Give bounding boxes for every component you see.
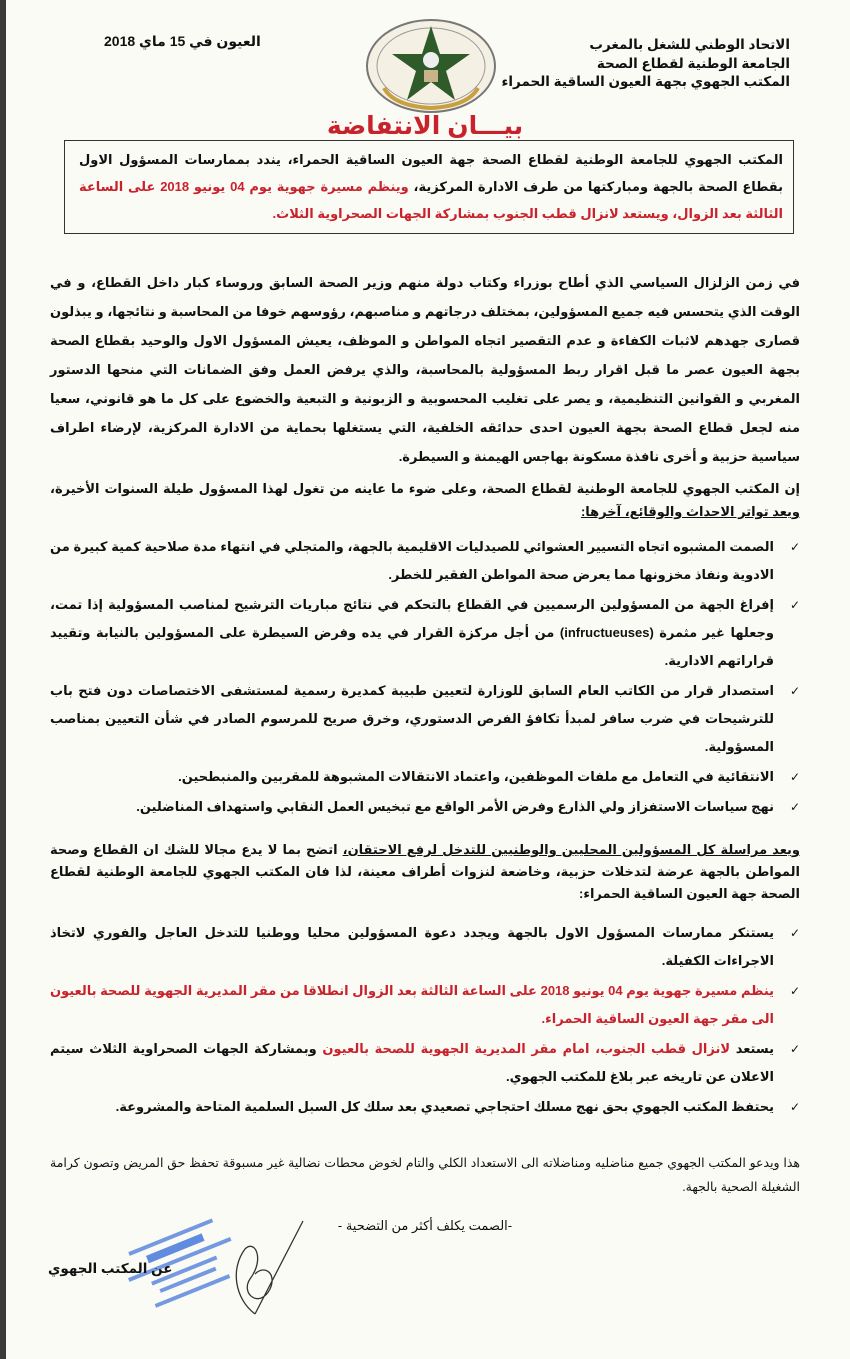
document-date: العيون في 15 ماي 2018 — [104, 33, 261, 49]
list-item — [50, 1035, 800, 1091]
check-icon: ✓ — [789, 984, 800, 998]
check-icon: ✓ — [789, 770, 800, 784]
signature-label: عن المكتب الجهوي — [48, 1261, 173, 1276]
paragraph-intro: في زمن الزلزال السياسي الذي أطاح بوزراء وكتاب دولة منهم وزير الصحة السابق وروساء كبار داخل القطاع، و في الوقت الذي يتحسس فيه جميع المسؤولين، بمختلف درجاتهم و مناصبهم، رؤوسهم خوفا من المحاسبة و نتائجها، و يبذلون قصارى جهدهم لاثبات الكفاءة و عدم التقصير اتجاه المواطن و الموظف، يعيش المسؤول الاول والوحيد بقطاع الصحة بجهة العيون عصر ما قبل اقرار ربط المسؤولية بالمحاسبة، والذي يرفض العمل وفق الضمانات التي منحها الدستور المغربي و القوانين التنظيمية، و يصر على تغليب المحسوبية و الزبونية و التبعية والخضوع على كل ما هو قانوني، سعيا منه لجعل قطاع الصحة بجهة العيون احدى حدائقه الخلفية، التي يستغلها بحماية من الادارة المركزية، لإرضاء اطراف سياسية حزبية و أخرى نافذة مسكونة بهاجس الهيمنة و السيطرة. — [50, 275, 800, 464]
check-icon: ✓ — [789, 1100, 800, 1114]
list-item-text: استصدار قرار من الكاتب العام السابق للوزارة لتعيين طبيبة كمديرة رسمية لمستشفى الاختصاصات دون فتح باب للترشيحات في ضرب سافر لمبدأ تكافؤ الفرص الدستوري، وخرق صريح للمرسوم الصادر في شأن التعيين بمناصب المسؤولية. — [50, 683, 774, 754]
document-title: بيـــان الانتفاضة — [326, 112, 524, 140]
summary-box — [64, 140, 794, 234]
list-item — [50, 533, 800, 589]
slogan: -الصمت يكلف أكثر من التضحية - — [337, 1218, 513, 1233]
list-item-text: يستنكر ممارسات المسؤول الاول بالجهة ويجدد دعوة المسؤولين محليا ووطنيا للتدخل العاجل والفوري لاتخاذ الاجراءات الكفيلة. — [50, 925, 774, 968]
underlined-text: ويعد مراسلة كل المسؤولين المحليين والوطنيين للتدخل لرفع الاحتقان، — [342, 842, 800, 857]
handwritten-signature — [215, 1219, 305, 1319]
underlined-text: ويعد تواتر الاحداث والوقائع، آخرها: — [580, 504, 800, 519]
paragraph-call: هذا ويدعو المكتب الجهوي جميع مناضليه ومناضلاته الى الاستعداد الكلي والتام لخوض محطات نضالية غير مسبوقة تحفظ حق المريض وتصون كرامة الشغيلة الصحية بالجهة. — [50, 1156, 800, 1194]
check-icon: ✓ — [789, 926, 800, 940]
list-item-text: وبمشاركة الجهات الصحراوية الثلاث سيتم الاعلان عن تاريخه عبر بلاغ للمكتب الجهوي. — [50, 1041, 774, 1084]
list-item-text: إفراغ الجهة من المسؤولين الرسميين في القطاع بالتحكم في نتائج مباريات الترشيح لمناصب المسؤولية إذا تمت، وجعلها غير مثمرة (infructueuses) من أجل مركزة القرار في يده وفرض السيطرة على المسؤولين بالنيابة وتقييد قراراتهم الادارية. — [50, 597, 775, 668]
paragraph-events — [50, 477, 800, 523]
paragraph-conclusion — [50, 839, 800, 905]
summary-highlight: وينظم مسيرة جهوية يوم 04 يونيو 2018 على الساعة الثالثة بعد الزوال، ويستعد لانزال قطب الجنوب بمشاركة الجهات الصحراوية الثلاث. — [79, 179, 783, 221]
list-item — [50, 977, 800, 1033]
list-item-text: الصمت المشبوه اتجاه التسيير العشوائي للصيدليات الاقليمية بالجهة، والمتجلي في انتهاء مدة صلاحية كمية كبيرة من الادوية ونفاذ مخزونها مما يعرض صحة المواطن الفقير للخطر. — [50, 539, 774, 582]
check-icon: ✓ — [789, 540, 800, 554]
check-icon: ✓ — [789, 800, 800, 814]
list-item-text: ينظم مسيرة جهوية يوم 04 يونيو 2018 على الساعة الثالثة بعد الزوال انطلاقا من مقر المديرية الجهوية للصحة بالعيون الى مقر جهة العيون الساقية الحمراء. — [50, 983, 775, 1026]
check-icon: ✓ — [789, 598, 800, 612]
list-item — [50, 591, 800, 675]
list-item-text: يحتفظ المكتب الجهوي بحق نهج مسلك احتجاجي تصعيدي بعد سلك كل السبل السلمية المتاحة والمشروعة. — [115, 1099, 774, 1114]
check-icon: ✓ — [789, 684, 800, 698]
list-item-highlight: لانزال قطب الجنوب، امام مقر المديرية الجهوية للصحة بالعيون — [322, 1041, 731, 1056]
list-item — [50, 1093, 800, 1121]
paragraph-text: إن المكتب الجهوي للجامعة الوطنية لقطاع الصحة، وعلى ضوء ما عاينه من تغول لهذا المسؤول طيلة السنوات الأخيرة، — [50, 481, 800, 496]
list-item-text: الانتقائية في التعامل مع ملفات الموظفين، واعتماد الانتقالات المشبوهة للمقربين والمنبطحين. — [178, 769, 774, 784]
check-icon: ✓ — [789, 1042, 800, 1056]
org-line: المكتب الجهوي بجهة العيون الساقية الحمراء — [501, 74, 790, 89]
list-item-text: يستعد — [730, 1041, 774, 1056]
grievances-list — [50, 533, 800, 821]
org-line: الجامعة الوطنية لقطاع الصحة — [596, 55, 790, 71]
list-item — [50, 677, 800, 761]
signature-area — [0, 1239, 850, 1349]
paragraph-text: اتضح بما لا يدع مجالا للشك ان القطاع وصحة المواطن بالجهة عرضة لتدخلات حزبية، وخاضعة لنزوات أطراف معينة، لذا فان المكتب الجهوي للجامعة الوطنية لقطاع الصحة جهة العيون الساقية الحمراء: — [50, 842, 800, 901]
list-item — [50, 793, 800, 821]
summary-text: المكتب الجهوي للجامعة الوطنية لقطاع الصحة جهة العيون الساقية الحمراء، يندد بممارسات المسؤول الاول بقطاع الصحة بالجهة ومباركتها من طرف الادارة المركزية، — [79, 152, 783, 194]
decisions-list — [50, 919, 800, 1121]
list-item-text: نهج سياسات الاستفزاز ولي الذارع وفرض الأمر الواقع مع تبخيس العمل النقابي واستهداف المناضلين. — [136, 799, 774, 814]
list-item — [50, 763, 800, 791]
org-line: الاتحاد الوطني للشغل بالمغرب — [589, 37, 790, 52]
list-item — [50, 919, 800, 975]
